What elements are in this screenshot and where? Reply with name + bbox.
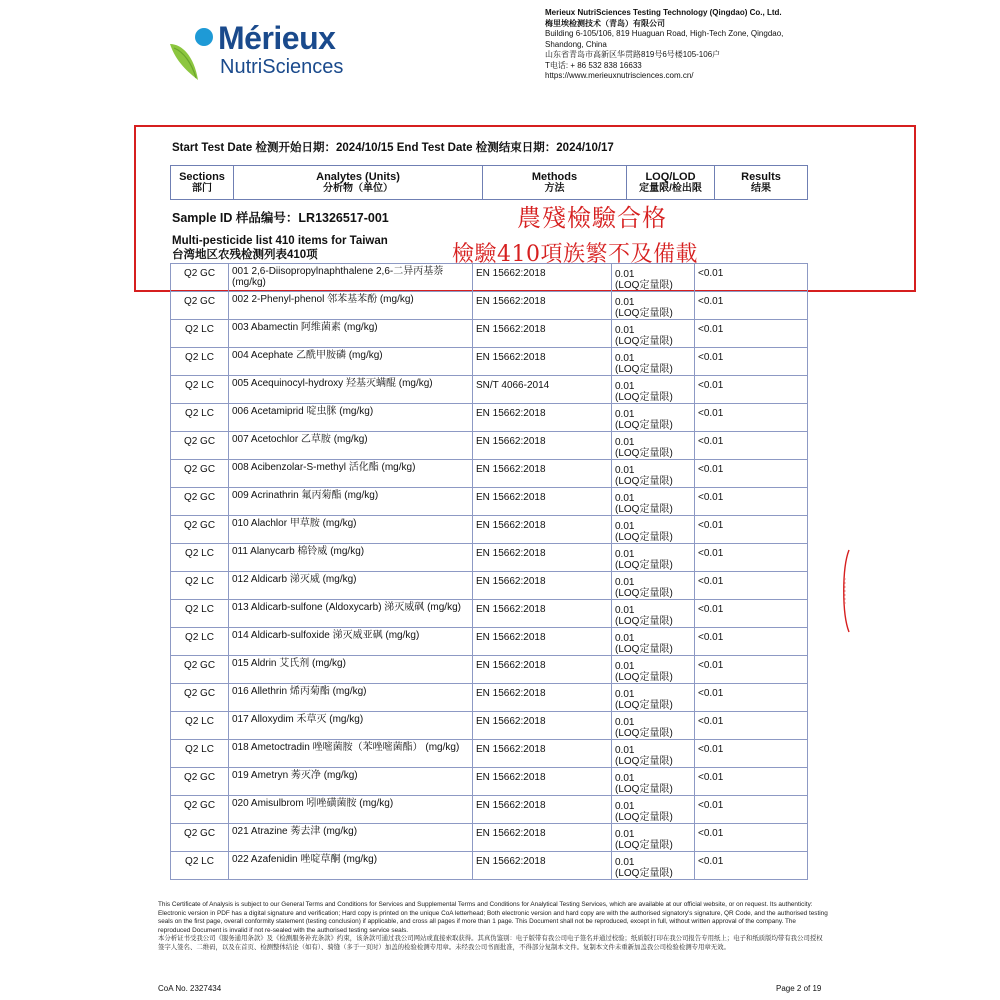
loq-note: (LOQ定量限) [615,672,673,683]
method-cell: EN 15662:2018 [473,488,612,516]
loq-cell [612,768,695,796]
footer-terms-en: This Certificate of Analysis is subject to our General Terms and Conditions for Services and Supplemental Terms and Conditions for Analytical Testing Services, which are available at our official website, or on request. Its authenticity: Electronic version in PDF has a digital signature and verification; Hard copy is printed on the unique CoA letterhead; Both electronic version and hard copy are with the authorised signatory's signature, QR Code, and the authorised testing seals on the first page, overall conformity statement (testing conclusion) if applicable, and cross all pages if more than 1 page. This Document shall not be reproduced, except in full, without written approval of the company. The reproduced Document is invalid if not re-sealed with the authorised testing service seals. [158,901,828,934]
loq-note: (LOQ定量限) [615,392,673,403]
table-row [171,740,808,768]
analyte-cell: 007 Acetochlor 乙草胺 (mg/kg) [229,432,473,460]
loq-value: 0.01 [615,661,635,672]
method-cell: EN 15662:2018 [473,740,612,768]
loq-value: 0.01 [615,409,635,420]
loq-note: (LOQ定量限) [615,560,673,571]
loq-value: 0.01 [615,381,635,392]
result-cell: <0.01 [695,768,808,796]
company-website: https://www.merieuxnutrisciences.com.cn/ [545,71,694,80]
result-cell: <0.01 [695,376,808,404]
analyte-cell: 019 Ametryn 莠灭净 (mg/kg) [229,768,473,796]
list-title [172,234,388,262]
sample-id: Sample ID 样品编号：LR1326517-001 [172,211,389,225]
analyte-cell: 003 Abamectin 阿维菌素 (mg/kg) [229,320,473,348]
method-cell: EN 15662:2018 [473,656,612,684]
loq-note: (LOQ定量限) [615,616,673,627]
footer-terms-cn: 本分析证书受我公司《服务通用条款》及《检测服务补充条款》约束，该条款可通过我公司网站或直接索取获得。其真伪鉴别：电子版带有我公司电子签名并通过校验；纸质版打印在我公司报告专用纸上；电子和纸质版均带有我公司授权签字人签名、二维码，以及在首页、检测整体结论（如有）、骑缝（多于一页时）加盖的检验检测专用章。未经我公司书面批准，不得部分复制本文件。复制本文件未重新加盖我公司检验检测专用章无效。 [158,935,823,951]
result-cell: <0.01 [695,600,808,628]
section-cell: Q2 LC [171,600,229,628]
analyte-cell: 016 Allethrin 烯丙菊酯 (mg/kg) [229,684,473,712]
loq-note: (LOQ定量限) [615,420,673,431]
annotation-items-note: 檢驗410項族繁不及備載 [452,242,698,267]
header-analytes-label-cn: 分析物（单位） [323,182,393,194]
table-row [171,712,808,740]
header-results-label-cn: 结果 [751,182,771,194]
loq-value: 0.01 [615,801,635,812]
list-title-cn: 台湾地区农残检测列表410项 [172,249,318,261]
loq-value: 0.01 [615,745,635,756]
leaf-logo-icon [168,26,218,82]
loq-note: (LOQ定量限) [615,476,673,487]
section-cell: Q2 GC [171,460,229,488]
section-cell: Q2 LC [171,740,229,768]
loq-note: (LOQ定量限) [615,588,673,599]
loq-cell [612,572,695,600]
loq-note: (LOQ定量限) [615,504,673,515]
method-cell: EN 15662:2018 [473,600,612,628]
loq-cell [612,460,695,488]
company-phone: T电话: + 86 532 838 16633 [545,60,642,70]
loq-value: 0.01 [615,493,635,504]
loq-note: (LOQ定量限) [615,868,673,879]
logo-text-merieux: Mérieux [218,20,336,56]
section-cell: Q2 GC [171,768,229,796]
analyte-cell: 021 Atrazine 莠去津 (mg/kg) [229,824,473,852]
loq-cell [612,432,695,460]
loq-note: (LOQ定量限) [615,336,673,347]
method-cell: EN 15662:2018 [473,712,612,740]
loq-note: (LOQ定量限) [615,756,673,767]
loq-cell [612,740,695,768]
loq-note: (LOQ定量限) [615,700,673,711]
result-cell: <0.01 [695,348,808,376]
header-sections-label-cn: 部门 [192,182,212,194]
header-methods [483,166,627,200]
loq-note: (LOQ定量限) [615,532,673,543]
results-table-body [171,264,808,880]
loq-value: 0.01 [615,829,635,840]
company-address-1: Building 6-105/106, 819 Huaguan Road, High-Tech Zone, Qingdao, [545,29,784,38]
loq-cell [612,600,695,628]
loq-cell [612,292,695,320]
analyte-cell: 014 Aldicarb-sulfoxide 涕灭威亚砜 (mg/kg) [229,628,473,656]
page-number: Page 2 of 19 [776,984,822,993]
method-cell: EN 15662:2018 [473,768,612,796]
loq-value: 0.01 [615,605,635,616]
result-cell: <0.01 [695,824,808,852]
analyte-cell: 006 Acetamiprid 啶虫脒 (mg/kg) [229,404,473,432]
table-row [171,656,808,684]
table-row [171,488,808,516]
footer-terms [158,901,828,953]
company-info [545,8,845,82]
loq-value: 0.01 [615,689,635,700]
method-cell: EN 15662:2018 [473,824,612,852]
header-loq-label: LOQ/LOD [645,170,696,183]
header-sections [171,166,234,200]
loq-cell [612,264,695,292]
loq-value: 0.01 [615,577,635,588]
company-address-2: Shandong, China [545,39,607,49]
table-row [171,264,808,292]
section-cell: Q2 GC [171,432,229,460]
annotation-pass: 農殘檢驗合格 [517,204,667,232]
table-row [171,852,808,880]
list-title-en: Multi-pesticide list 410 items for Taiwan [172,235,388,247]
results-table-header [170,165,808,200]
loq-value: 0.01 [615,773,635,784]
analyte-cell: 013 Aldicarb-sulfone (Aldoxycarb) 涕灭威砜 (mg/kg) [229,600,473,628]
section-cell: Q2 LC [171,320,229,348]
table-row [171,544,808,572]
loq-value: 0.01 [615,353,635,364]
method-cell: EN 15662:2018 [473,432,612,460]
merieux-logo [168,22,368,84]
table-row [171,684,808,712]
loq-cell [612,376,695,404]
result-cell: <0.01 [695,740,808,768]
table-row [171,628,808,656]
analyte-cell: 010 Alachlor 甲草胺 (mg/kg) [229,516,473,544]
table-row [171,320,808,348]
loq-note: (LOQ定量限) [615,448,673,459]
section-cell: Q2 GC [171,292,229,320]
result-cell: <0.01 [695,572,808,600]
header-analytes-label: Analytes (Units) [316,170,400,183]
loq-cell [612,712,695,740]
loq-value: 0.01 [615,465,635,476]
header-results-label: Results [741,170,781,183]
method-cell: EN 15662:2018 [473,460,612,488]
method-cell: EN 15662:2018 [473,684,612,712]
section-cell: Q2 LC [171,376,229,404]
loq-cell [612,796,695,824]
result-cell: <0.01 [695,656,808,684]
section-cell: Q2 GC [171,684,229,712]
analyte-cell: 015 Aldrin 艾氏剂 (mg/kg) [229,656,473,684]
header-loq [627,166,715,200]
header-methods-label: Methods [531,170,578,183]
coa-number: CoA No. 2327434 [158,984,222,993]
section-cell: Q2 LC [171,852,229,880]
analyte-cell: 002 2-Phenyl-phenol 邻苯基苯酚 (mg/kg) [229,292,473,320]
loq-cell [612,488,695,516]
loq-value: 0.01 [615,549,635,560]
loq-value: 0.01 [615,297,635,308]
header-analytes [234,166,483,200]
loq-cell [612,628,695,656]
logo-text-nutrisciences: NutriSciences [220,56,344,78]
table-row [171,460,808,488]
side-seal-mark [840,548,852,634]
analyte-cell: 018 Ametoctradin 唑嘧菌胺（苯唑嘧菌酯） (mg/kg) [229,740,473,768]
method-cell: EN 15662:2018 [473,292,612,320]
loq-note: (LOQ定量限) [615,840,673,851]
section-cell: Q2 GC [171,796,229,824]
method-cell: EN 15662:2018 [473,404,612,432]
analyte-cell: 011 Alanycarb 棉铃威 (mg/kg) [229,544,473,572]
table-row [171,768,808,796]
method-cell: EN 15662:2018 [473,628,612,656]
header-methods-label-cn: 方法 [544,182,565,194]
table-row [171,376,808,404]
table-row [171,404,808,432]
section-cell: Q2 LC [171,712,229,740]
company-name: Merieux NutriSciences Testing Technology (Qingdao) Co., Ltd. [545,8,782,17]
loq-value: 0.01 [615,857,635,868]
method-cell: EN 15662:2018 [473,852,612,880]
method-cell: EN 15662:2018 [473,544,612,572]
loq-cell [612,320,695,348]
analyte-cell: 012 Aldicarb 涕灭威 (mg/kg) [229,572,473,600]
table-row [171,572,808,600]
loq-note: (LOQ定量限) [615,364,673,375]
results-table [170,263,808,880]
table-row [171,292,808,320]
section-cell: Q2 LC [171,544,229,572]
loq-cell [612,824,695,852]
result-cell: <0.01 [695,684,808,712]
header-results [715,166,808,200]
test-dates: Start Test Date 检测开始日期：2024/10/15 End Test Date 检测结束日期：2024/10/17 [172,142,614,154]
method-cell: EN 15662:2018 [473,516,612,544]
analyte-cell: 022 Azafenidin 唑啶草酮 (mg/kg) [229,852,473,880]
loq-cell [612,348,695,376]
loq-note: (LOQ定量限) [615,280,673,291]
loq-value: 0.01 [615,269,635,280]
result-cell: <0.01 [695,292,808,320]
method-cell: EN 15662:2018 [473,348,612,376]
loq-cell [612,656,695,684]
section-cell: Q2 GC [171,516,229,544]
loq-value: 0.01 [615,325,635,336]
result-cell: <0.01 [695,488,808,516]
analyte-cell: 008 Acibenzolar-S-methyl 活化酯 (mg/kg) [229,460,473,488]
loq-cell [612,684,695,712]
analyte-cell: 004 Acephate 乙酰甲胺磷 (mg/kg) [229,348,473,376]
table-row [171,516,808,544]
loq-note: (LOQ定量限) [615,308,673,319]
loq-value: 0.01 [615,521,635,532]
method-cell: EN 15662:2018 [473,796,612,824]
section-cell: Q2 LC [171,348,229,376]
result-cell: <0.01 [695,264,808,292]
result-cell: <0.01 [695,712,808,740]
result-cell: <0.01 [695,460,808,488]
section-cell: Q2 GC [171,488,229,516]
analyte-cell: 001 2,6-Diisopropylnaphthalene 2,6-二异丙基萘 (mg/kg) [229,264,473,292]
result-cell: <0.01 [695,320,808,348]
result-cell: <0.01 [695,404,808,432]
loq-value: 0.01 [615,437,635,448]
loq-note: (LOQ定量限) [615,644,673,655]
method-cell: SN/T 4066-2014 [473,376,612,404]
loq-note: (LOQ定量限) [615,728,673,739]
analyte-cell: 020 Amisulbrom 吲唑磺菌胺 (mg/kg) [229,796,473,824]
section-cell: Q2 GC [171,264,229,292]
table-row [171,348,808,376]
header-sections-label: Sections [179,170,225,183]
loq-value: 0.01 [615,717,635,728]
section-cell: Q2 GC [171,656,229,684]
loq-cell [612,544,695,572]
section-cell: Q2 LC [171,404,229,432]
result-cell: <0.01 [695,796,808,824]
result-cell: <0.01 [695,516,808,544]
section-cell: Q2 LC [171,572,229,600]
result-cell: <0.01 [695,852,808,880]
method-cell: EN 15662:2018 [473,572,612,600]
method-cell: EN 15662:2018 [473,320,612,348]
loq-cell [612,404,695,432]
method-cell: EN 15662:2018 [473,264,612,292]
section-cell: Q2 GC [171,824,229,852]
result-cell: <0.01 [695,432,808,460]
loq-cell [612,852,695,880]
loq-note: (LOQ定量限) [615,812,673,823]
company-name-cn: 梅里埃检测技术（青岛）有限公司 [545,18,665,28]
header-loq-label-cn: 定量限/检出限 [639,182,702,194]
table-row [171,600,808,628]
analyte-cell: 005 Acequinocyl-hydroxy 羟基灭螨醌 (mg/kg) [229,376,473,404]
result-cell: <0.01 [695,628,808,656]
section-cell: Q2 LC [171,628,229,656]
loq-note: (LOQ定量限) [615,784,673,795]
loq-cell [612,516,695,544]
loq-value: 0.01 [615,633,635,644]
table-row [171,432,808,460]
analyte-cell: 017 Alloxydim 禾草灭 (mg/kg) [229,712,473,740]
result-cell: <0.01 [695,544,808,572]
analyte-cell: 009 Acrinathrin 氟丙菊酯 (mg/kg) [229,488,473,516]
company-address-cn: 山东省青岛市高新区华贯路819号6号楼105-106户 [545,50,721,59]
table-row [171,796,808,824]
table-row [171,824,808,852]
